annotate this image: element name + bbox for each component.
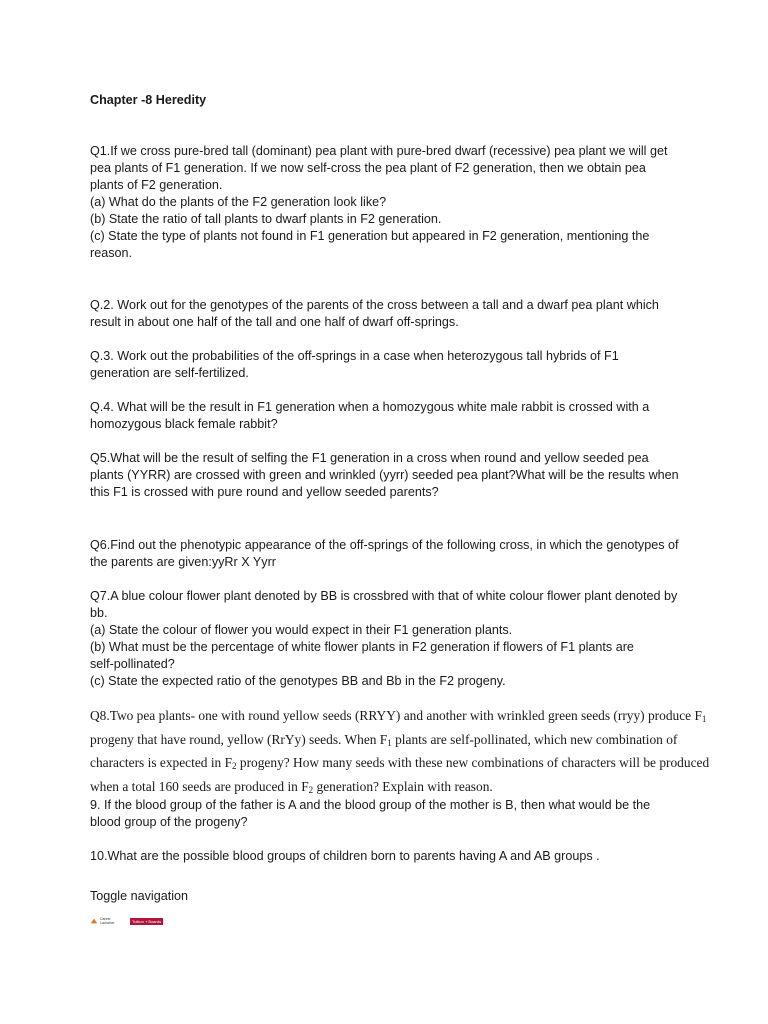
q8-line (90, 728, 690, 752)
logo-text: Career Launcher (100, 917, 115, 925)
q9-line: 9. If the blood group of the father is A and the blood group of the mother is B, then what would be the (90, 798, 651, 812)
q1-line: reason. (90, 246, 133, 260)
question-10 (90, 848, 690, 865)
q7-line: (b) What must be the percentage of white flower plants in F2 generation if flowers of F1 plants are (90, 640, 634, 654)
q5-line: plants (YYRR) are crossed with green and wrinkled (yyrr) seeded pea plant?What will be the results when (90, 468, 679, 482)
q8-line (90, 704, 707, 728)
q7-line: (c) State the expected ratio of the genotypes BB and Bb in the F2 progeny. (90, 674, 506, 688)
q7-line: Q7.A blue colour flower plant denoted by BB is crossbred with that of white colour flower plant denoted by (90, 589, 678, 603)
subscript: 2 (232, 761, 237, 772)
q8-text: generation? Explain with reason. (313, 778, 493, 794)
q1-line: (c) State the type of plants not found in F1 generation but appeared in F2 generation, mentioning the (90, 229, 650, 243)
q7-line: (a) State the colour of flower you would expect in their F1 generation plants. (90, 623, 513, 637)
question-6 (90, 537, 690, 571)
q1-line: (b) State the ratio of tall plants to dwarf plants in F2 generation. (90, 212, 442, 226)
q6-line: Q6.Find out the phenotypic appearance of the off-springs of the following cross, in which the genotypes of (90, 538, 679, 552)
q8-text: plants are self-pollinated, which new combination of (391, 731, 678, 747)
question-3 (90, 348, 690, 382)
question-7 (90, 588, 690, 690)
q6-line: the parents are given:yyRr X Yyrr (90, 555, 276, 569)
q1-line: (a) What do the plants of the F2 generation look like? (90, 195, 387, 209)
toggle-navigation-link[interactable] (90, 888, 690, 905)
question-8 (90, 704, 710, 798)
q4-line: Q.4. What will be the result in F1 generation when a homozygous white male rabbit is crossed with a (90, 400, 650, 414)
q8-text: characters is expected in F (90, 755, 233, 771)
subscript: 1 (701, 714, 707, 724)
q2-line: result in about one half of the tall and one half of dwarf off-springs. (90, 315, 459, 329)
q3-line: Q.3. Work out the probabilities of the off-springs in a case when heterozygous tall hybrids of F1 (90, 349, 619, 363)
logo-mark-icon (90, 917, 98, 925)
q8-line (90, 751, 710, 775)
q8-text: Q8.Two pea plants- one with round yellow seeds (RRYY) and another with wrinkled green seeds (rryy) produce F (90, 708, 702, 723)
q8-text: when a total 160 seeds are produced in F (90, 778, 309, 794)
q5-line: this F1 is crossed with pure round and yellow seeded parents? (90, 485, 439, 499)
subscript: 1 (387, 737, 392, 748)
question-2 (90, 297, 690, 331)
q8-text: progeny that have round, yellow (RrYy) seeds. When F (90, 731, 388, 747)
q1-line: plants of F2 generation. (90, 178, 223, 192)
q4-line: homozygous black female rabbit? (90, 417, 278, 431)
q1-line: pea plants of F1 generation. If we now self-cross the pea plant of F2 generation, then we obtain pea (90, 161, 646, 175)
q7-line: bb. (90, 606, 108, 620)
q1-line: Q1.If we cross pure-bred tall (dominant) pea plant with pure-bred dwarf (recessive) pea plant we will get (90, 144, 668, 158)
question-4 (90, 399, 690, 433)
q10-line: 10.What are the possible blood groups of children born to parents having A and AB groups . (90, 849, 600, 863)
chapter-title: Chapter -8 Heredity (90, 93, 207, 107)
question-9 (90, 797, 690, 831)
q3-line: generation are self-fertilized. (90, 366, 249, 380)
question-5 (90, 450, 690, 501)
toggle-navigation-label: Toggle navigation (90, 889, 189, 903)
q2-line: Q.2. Work out for the genotypes of the parents of the cross between a tall and a dwarf pea plant which (90, 298, 659, 312)
subscript: 2 (308, 784, 314, 795)
q7-line: self-pollinated? (90, 657, 175, 671)
q9-line: blood group of the progeny? (90, 815, 248, 829)
q8-line (90, 775, 690, 799)
career-launcher-logo[interactable] (90, 915, 163, 927)
question-1 (90, 143, 690, 262)
q8-text: progeny? How many seeds with these new combinations of characters will be produced (236, 755, 710, 771)
logo-badge: Tuition + Boards (132, 918, 162, 924)
q5-line: Q5.What will be the result of selfing the F1 generation in a cross when round and yellow seeded pea (90, 451, 649, 465)
